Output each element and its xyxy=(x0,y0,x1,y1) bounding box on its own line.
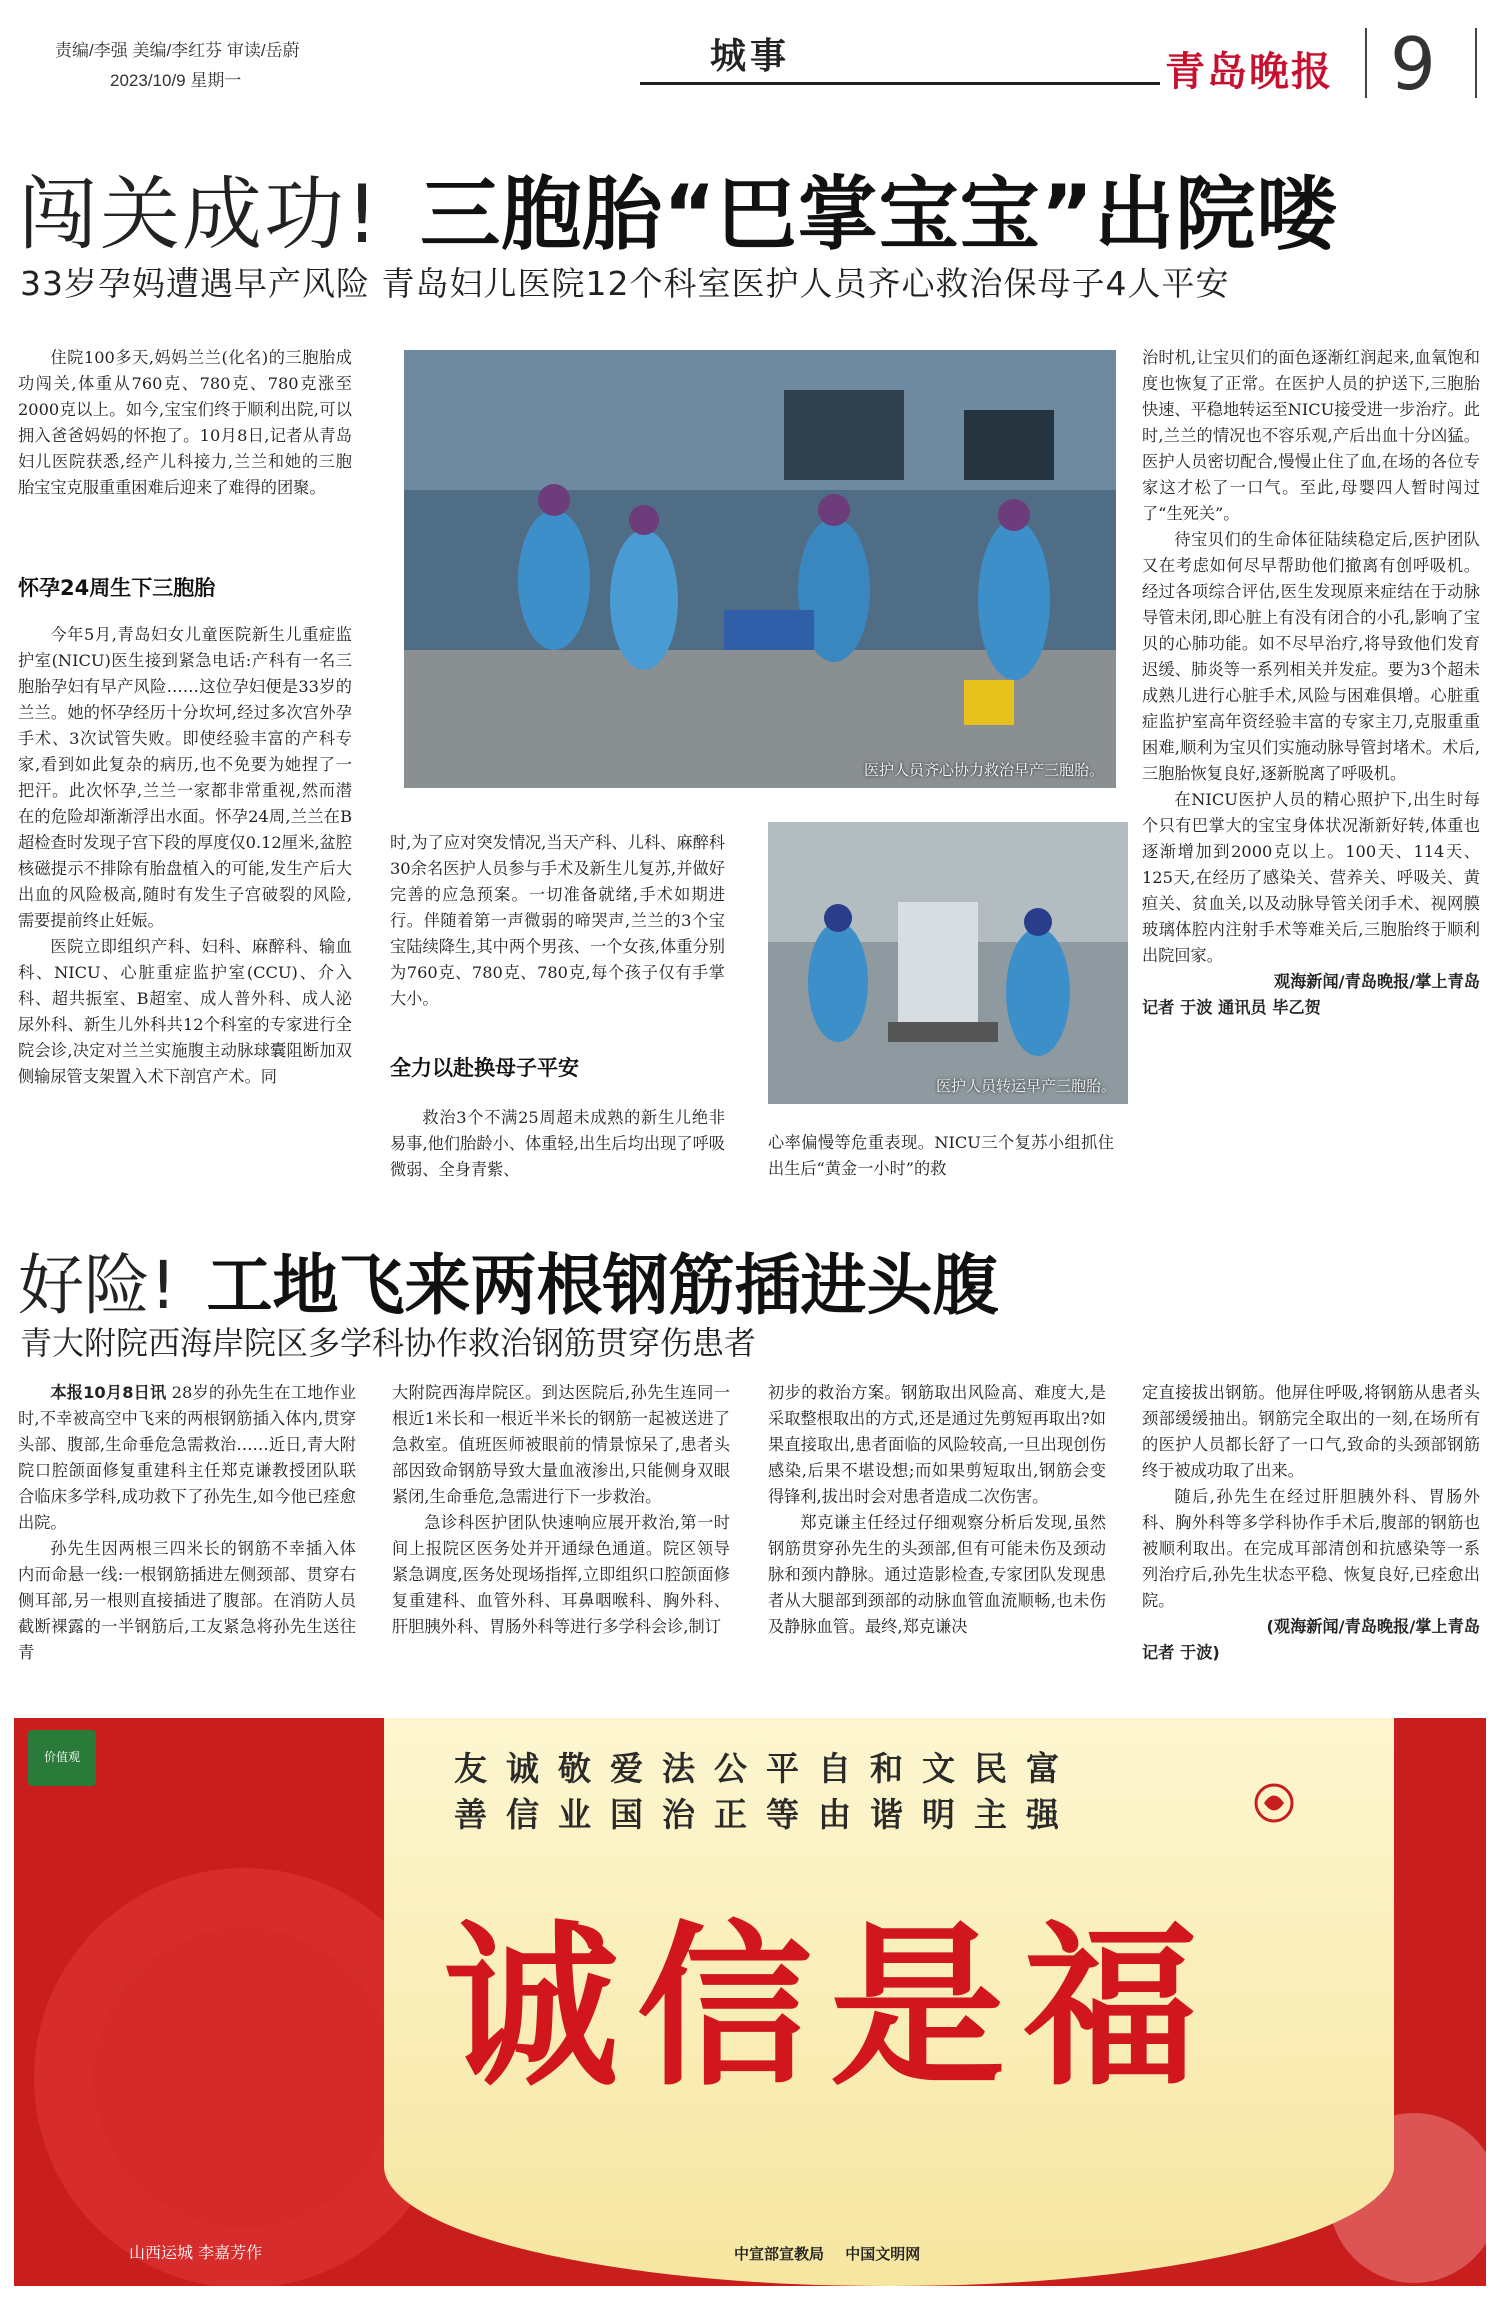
body-paragraph: 定直接拔出钢筋。他屏住呼吸,将钢筋从患者头颈部缓缓抽出。钢筋完全取出的一刻,在场所有的医护人员都长舒了一口气,致命的头颈部钢筋终于被成功取了出来。 xyxy=(1142,1383,1480,1480)
photo-operating-room xyxy=(404,350,1116,788)
transfer-illustration xyxy=(768,822,1128,1104)
masthead-editors-block xyxy=(55,36,300,96)
body-paragraph: 郑克谦主任经过仔细观察分析后发现,虽然钢筋贯穿孙先生的头颈部,但有可能未伤及颈动脉和颈内静脉。通过造影检查,专家团队发现患者从大腿部到颈部的动脉血管血流顺畅,也未伤及静脉血管。最终,郑克谦决 xyxy=(768,1513,1106,1636)
body-paragraph: 初步的救治方案。钢筋取出风险高、难度大,是采取整根取出的方式,还是通过先剪短再取出?如果直接取出,患者面临的风险较高,一旦出现创伤感染,后果不堪设想;而如果剪短取出,钢筋会变得锋利,拔出时会对患者造成二次伤害。 xyxy=(768,1383,1106,1506)
article1-subheadline: 33岁孕妈遭遇早产风险 青岛妇儿医院12个科室医护人员齐心救治保母子4人平安 xyxy=(20,264,1230,303)
article1-right-body xyxy=(1142,345,1480,1021)
article1-headline xyxy=(18,150,1337,265)
slogan-line: 友诚敬爱法公平自和文民富 xyxy=(454,1749,1078,1788)
article1-section2-body xyxy=(390,1105,725,1183)
masthead-divider xyxy=(1475,28,1477,98)
body-paragraph: 孙先生因两根三四米长的钢筋不幸插入体内而命悬一线:一根钢筋插进左侧颈部、贯穿右侧耳部,另一根则直接插进了腹部。在消防人员截断裸露的一半钢筋后,工友紧急将孙先生送往青 xyxy=(18,1539,356,1662)
body-paragraph: 今年5月,青岛妇女儿童医院新生儿重症监护室(NICU)医生接到紧急电话:产科有一名三胞胎孕妇有早产风险……这位孕妇便是33岁的兰兰。她的怀孕经历十分坎坷,经过多次宫外孕手术、3次试管失败。即使经验丰富的产科专家,看到如此复杂的病历,也不免要为她捏了一把汗。此次怀孕,兰兰一家都非常重视,然而潜在的危险却渐渐浮出水面。怀孕24周,兰兰在B超检查时发现子宫下段的厚度仅0.12厘米,盆腔核磁提示不排除有胎盘植入的可能,发生产后大出血的风险极高,随时有发生子宫破裂的风险,需要提前终止妊娠。 xyxy=(18,625,352,930)
section-name: 城事 xyxy=(710,36,791,77)
paper-logo: 青岛晚报 xyxy=(1165,48,1333,95)
body-paragraph: 医院立即组织产科、妇科、麻醉科、输血科、NICU、心脏重症监护室(CCU)、介入科、超共振室、B超室、成人普外科、成人泌尿外科、新生儿外科共12个科室的专家进行全院会诊,决定对兰兰实施腹主动脉球囊阻断加双侧输尿管支架置入术下剖宫产术。同 xyxy=(18,937,352,1086)
article2-title: 工地飞来两根钢筋插进头腹 xyxy=(206,1247,999,1324)
body-paragraph: 急诊科医护团队快速响应展开救治,第一时间上报院区医务处并开通绿色通道。院区领导紧急调度,医务处现场指挥,立即组织口腔颌面修复重建科、血管外科、耳鼻咽喉科、胸外科、肝胆胰外科、胃肠外科等进行多学科会诊,制订 xyxy=(392,1513,730,1636)
body-paragraph: 在NICU医护人员的精心照护下,出生时每个只有巴掌大的宝宝身体状况渐新好转,体重也逐渐增加到2000克以上。100天、114天、125天,在经历了感染关、营养关、呼吸关、黄疸关、贫血关,以及动脉导管关闭手术、视网膜玻璃体腔内注射手术等难关后,三胞胎终于顺利出院回家。 xyxy=(1142,790,1480,965)
photo2-caption: 医护人员转运早产三胞胎。 xyxy=(935,1077,1116,1095)
core-values-slogans xyxy=(454,1746,1078,1838)
body-paragraph: 时,为了应对突发情况,当天产科、儿科、麻醉科30余名医护人员参与手术及新生儿复苏,并做好完善的应急预案。一切准备就绪,手术如期进行。伴随着第一声微弱的啼哭声,兰兰的3个宝宝陆续降生,其中两个男孩、一个女孩,体重分别为760克、780克、780克,每个孩子仅有手掌大小。 xyxy=(390,833,725,1008)
article1-photo2-text xyxy=(768,1130,1114,1182)
body-paragraph: 随后,孙先生在经过肝胆胰外科、胃肠外科、胸外科等多学科协作手术后,腹部的钢筋也被顺利取出。在完成耳部清创和抗感染等一系列治疗后,孙先生状态平稳、恢复良好,已痊愈出院。 xyxy=(1142,1487,1480,1610)
body-paragraph: 大附院西海岸院区。到达医院后,孙先生连同一根近1米长和一根近半米长的钢筋一起被送进了急救室。值班医师被眼前的情景惊呆了,患者头部因致命钢筋导致大量血液渗出,只能侧身双眼紧闭,生命垂危,急需进行下一步救治。 xyxy=(392,1383,730,1506)
page-number: 9 xyxy=(1390,22,1436,106)
intro-paragraph: 住院100多天,妈妈兰兰(化名)的三胞胎成功闯关,体重从760克、780克、780克涨至2000克以上。如今,宝宝们终于顺利出院,可以拥入爸爸妈妈的怀抱了。10月8日,记者从青岛妇儿医院获悉,经产儿科接力,兰兰和她的三胞胎宝宝克服重重困难后迎来了难得的团聚。 xyxy=(18,348,352,497)
article2-col4 xyxy=(1142,1380,1480,1666)
slogan-line: 善信业国治正等由谐明主强 xyxy=(454,1795,1078,1834)
body-paragraph: 心率偏慢等危重表现。NICU三个复苏小组抓住出生后“黄金一小时”的救 xyxy=(768,1133,1114,1178)
article2-byline-outlet: (观海新闻/青岛晚报/掌上青岛 xyxy=(1266,1617,1480,1636)
article2-dateline: 本报10月8日讯 xyxy=(50,1383,167,1402)
masthead xyxy=(20,22,1480,106)
body-paragraph: 救治3个不满25周超未成熟的新生儿绝非易事,他们胎龄小、体重轻,出生后均出现了呼吸微弱、全身青紫、 xyxy=(390,1108,725,1179)
public-service-banner xyxy=(14,1718,1486,2286)
article2-kicker: 好险! xyxy=(18,1247,177,1324)
article1-section2-head: 全力以赴换母子平安 xyxy=(390,1056,579,1080)
values-logo: 价值观 xyxy=(28,1730,96,1786)
article1-byline-names: 记者 于波 通讯员 毕乙贺 xyxy=(1142,998,1321,1017)
masthead-divider xyxy=(1365,28,1367,98)
body-paragraph: 治时机,让宝贝们的面色逐渐红润起来,血氧饱和度也恢复了正常。在医护人员的护送下,三胞胎快速、平稳地转运至NICU接受进一步治疗。此时,兰兰的情况也不容乐观,产后出血十分凶猛。医护人员密切配合,慢慢止住了血,在场的各位专家这才松了一口气。至此,母婴四人暂时闯过了“生死关”。 xyxy=(1142,348,1480,523)
photo1-caption: 医护人员齐心协力救治早产三胞胎。 xyxy=(863,761,1104,779)
masthead-rule xyxy=(640,82,1160,85)
issue-date: 2023/10/9 星期一 xyxy=(110,71,242,90)
editors-line: 责编/李强 美编/李红芬 审读/岳蔚 xyxy=(55,41,300,60)
article2-col3 xyxy=(768,1380,1106,1640)
article1-byline-outlet: 观海新闻/青岛晚报/掌上青岛 xyxy=(1273,972,1480,991)
article1-kicker: 闯关成功! xyxy=(18,168,381,261)
banner-org: 中宣部宣教局 中国文明网 xyxy=(734,2245,921,2263)
photo-transfer xyxy=(768,822,1128,1104)
banner-credit: 山西运城 李嘉芳作 xyxy=(129,2243,263,2262)
article1-intro xyxy=(18,345,352,501)
body-text: 28岁的孙先生在工地作业时,不幸被高空中飞来的两根钢筋插入体内,贯穿头部、腹部,生命垂危急需救治……近日,青大附院口腔颌面修复重建科主任郑克谦教授团队联合临床多学科,成功救下了孙先生,如今他已痊愈出院。 xyxy=(18,1383,356,1532)
article2-byline-names: 记者 于波) xyxy=(1142,1643,1220,1662)
article1-mid-body xyxy=(390,830,725,1012)
operating-room-illustration xyxy=(404,350,1116,788)
article1-title: 三胞胎“巴掌宝宝”出院喽 xyxy=(420,168,1338,261)
article2-subheadline: 青大附院西海岸院区多学科协作救治钢筋贯穿伤患者 xyxy=(20,1324,757,1362)
article1-section1-body xyxy=(18,622,352,1090)
article2-col1 xyxy=(18,1380,356,1666)
article1-section1-head: 怀孕24周生下三胞胎 xyxy=(18,576,216,600)
banner-title: 诚信是福 xyxy=(444,1907,1216,2110)
body-paragraph: 待宝贝们的生命体征陆续稳定后,医护团队又在考虑如何尽早帮助他们撤离有创呼吸机。经过各项综合评估,医生发现原来症结在于动脉导管未闭,即心脏上有没有闭合的小孔,影响了宝贝的心肺功能。如不尽早治疗,将导致他们发育迟缓、肺炎等一系列相关并发症。要为3个超未成熟儿进行心脏手术,风险与困难俱增。心脏重症监护室高年资经验丰富的专家主刀,克服重重困难,顺利为宝贝们实施动脉导管封堵术。术后,三胞胎恢复良好,逐新脱离了呼吸机。 xyxy=(1142,530,1480,783)
seal-icon xyxy=(1244,1778,1304,1828)
article2-headline xyxy=(18,1232,998,1327)
article2-col2 xyxy=(392,1380,730,1640)
